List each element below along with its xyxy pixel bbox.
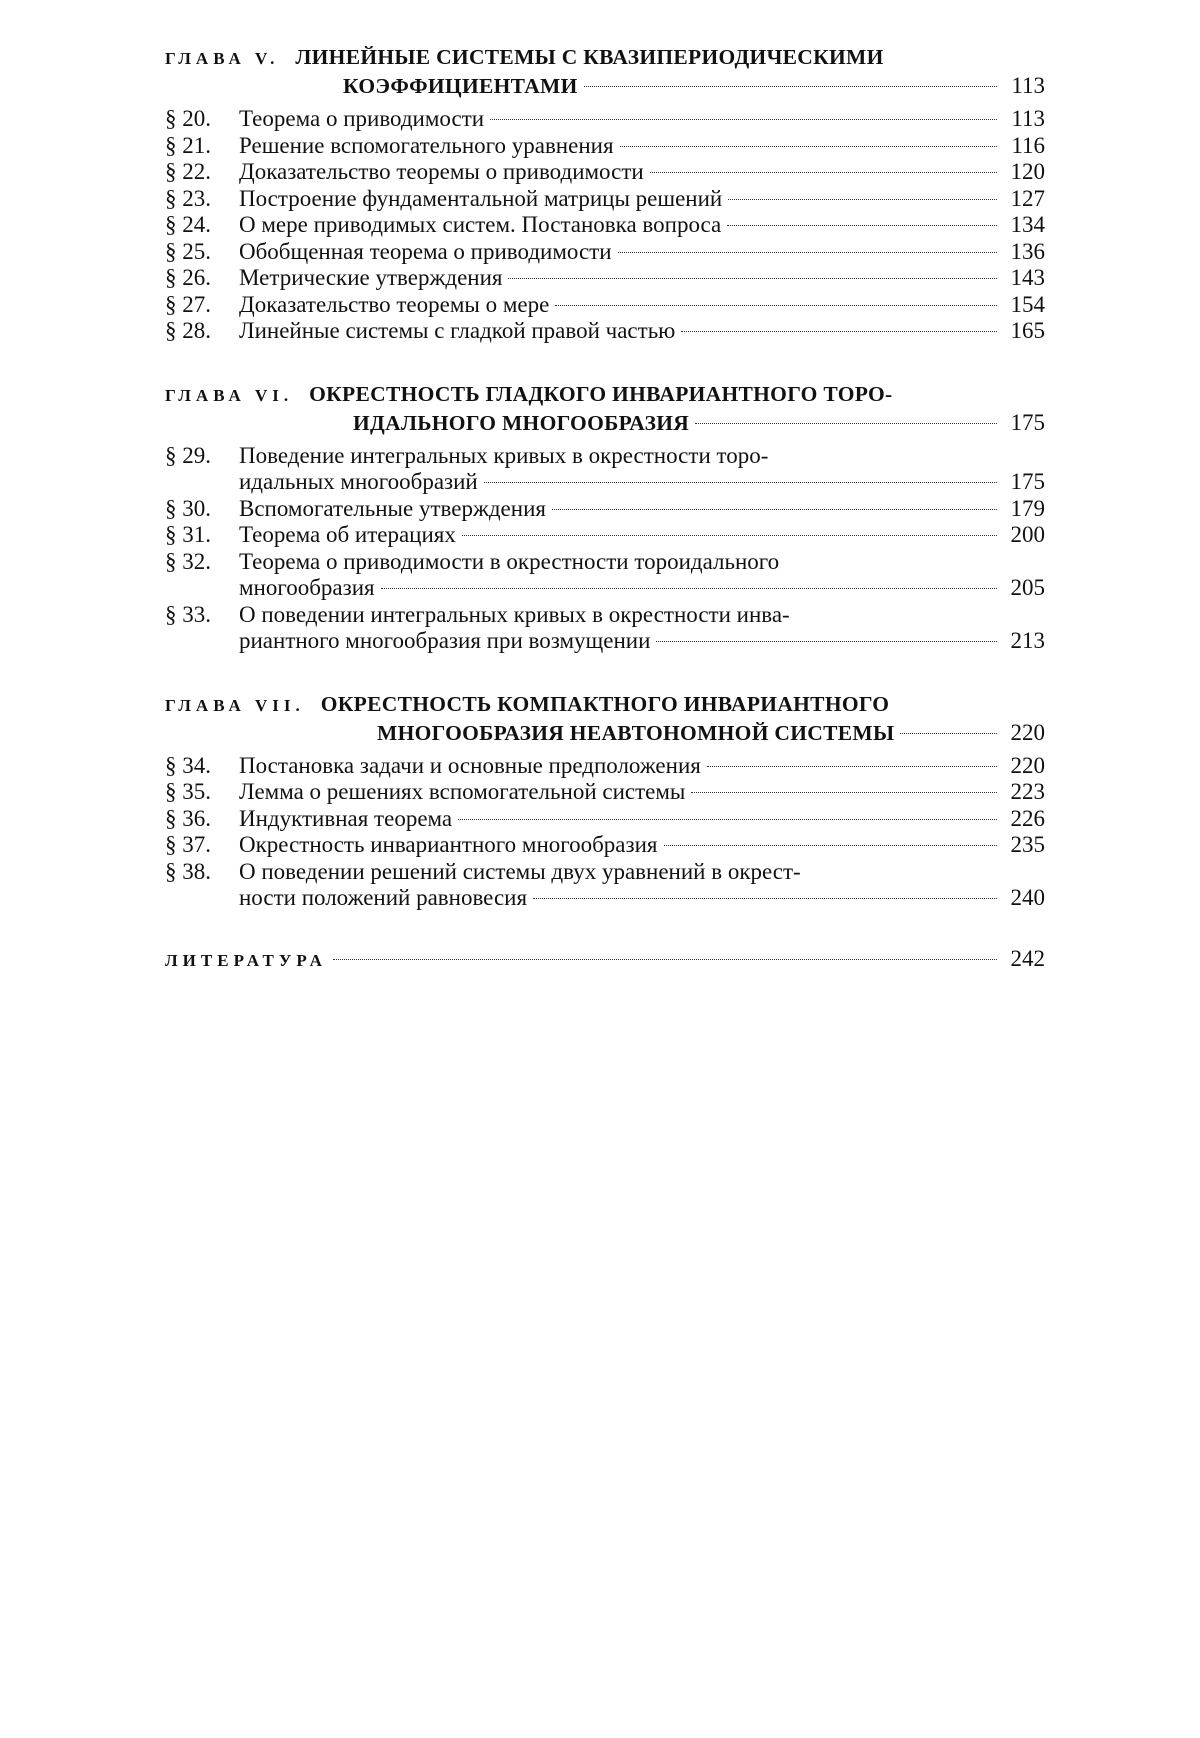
page-number: 226 <box>1010 805 1045 831</box>
toc-entry <box>165 753 1045 780</box>
page-number: 165 <box>1010 318 1045 343</box>
page-number: 235 <box>1010 832 1045 857</box>
dot-leader <box>555 305 997 306</box>
page-number: 205 <box>1010 575 1045 600</box>
dot-leader <box>707 766 997 767</box>
section-number: § 23. <box>165 185 211 211</box>
dot-leader <box>681 331 997 332</box>
section-number: § 33. <box>165 601 211 627</box>
dot-leader <box>618 252 997 253</box>
dot-leader <box>533 898 997 899</box>
section-title: Вспомогательные утверждения <box>239 495 546 521</box>
section-number: § 29. <box>165 442 211 468</box>
toc-entry <box>165 292 1045 319</box>
section-title: Теорема о приводимости <box>239 106 485 131</box>
dot-leader <box>381 588 997 589</box>
page-number: 213 <box>1010 628 1045 653</box>
section-title-line2: риантного многообразия при возмущении <box>239 628 651 653</box>
chapter-title-line2: КОЭФФИЦИЕНТАМИ <box>343 74 578 98</box>
section-number: § 32. <box>165 548 211 574</box>
section-title: Постановка задачи и основные предположения <box>239 752 701 778</box>
page-number: 136 <box>1010 238 1045 264</box>
toc-entry <box>165 159 1045 186</box>
dot-leader <box>728 199 997 200</box>
section-title: Индуктивная теорема <box>239 805 453 831</box>
table-of-contents <box>165 44 1045 972</box>
section-number: § 21. <box>165 132 211 158</box>
section-title: Решение вспомогательного уравнения <box>239 132 614 158</box>
chapter-title-line2: ИДАЛЬНОГО МНОГООБРАЗИЯ <box>353 410 690 435</box>
page-number: 154 <box>1010 291 1045 317</box>
page-number: 116 <box>1011 132 1045 158</box>
page-number: 175 <box>1010 469 1045 494</box>
toc-entry <box>165 186 1045 213</box>
dot-leader <box>584 86 997 87</box>
section-title: Лемма о решениях вспомогательной системы <box>239 779 686 804</box>
page-number: 223 <box>1010 779 1045 804</box>
page-number: 240 <box>1010 885 1045 910</box>
dot-leader <box>490 119 997 120</box>
section-title: Доказательство теоремы о мере <box>239 291 550 317</box>
chapter-heading <box>165 691 1045 747</box>
chapter-7 <box>165 691 1045 912</box>
dot-leader <box>691 792 997 793</box>
toc-entry <box>165 779 1045 806</box>
section-number: § 37. <box>165 832 211 857</box>
dot-leader <box>462 535 997 536</box>
chapter-5 <box>165 44 1045 345</box>
section-number: § 27. <box>165 291 211 317</box>
section-title: Окрестность инвариантного многообразия <box>239 832 658 857</box>
page-number: 242 <box>1010 945 1045 971</box>
page-number: 127 <box>1010 185 1045 211</box>
chapter-title-line1: ЛИНЕЙНЫЕ СИСТЕМЫ С КВАЗИПЕРИОДИЧЕСКИМИ <box>295 45 884 69</box>
chapter-6 <box>165 381 1045 655</box>
section-title: Построение фундаментальной матрицы решений <box>239 185 723 211</box>
page-number: 200 <box>1010 522 1045 547</box>
section-title-line1: О поведении интегральных кривых в окрестности инва- <box>239 601 790 627</box>
literature-label: ЛИТЕРАТУРА <box>165 950 327 970</box>
page-number: 175 <box>1010 409 1045 435</box>
toc-entry <box>165 443 1045 496</box>
section-number: § 30. <box>165 495 211 521</box>
chapter-title-line2: МНОГООБРАЗИЯ НЕАВТОНОМНОЙ СИСТЕМЫ <box>377 720 895 745</box>
chapter-title-line1: ОКРЕСТНОСТЬ ГЛАДКОГО ИНВАРИАНТНОГО ТОРО- <box>309 381 893 406</box>
page-number: 220 <box>1010 752 1045 778</box>
toc-entry <box>165 133 1045 160</box>
chapter-heading <box>165 381 1045 437</box>
section-number: § 25. <box>165 238 211 264</box>
section-number: § 35. <box>165 779 211 804</box>
dot-leader <box>620 146 997 147</box>
section-number: § 26. <box>165 265 211 290</box>
toc-entry <box>165 265 1045 292</box>
literature-entry <box>165 946 1045 972</box>
section-title-line2: ности положений равновесия <box>239 885 528 910</box>
chapter-label: ГЛАВА VII. <box>165 695 305 715</box>
dot-leader <box>552 509 997 510</box>
dot-leader <box>650 172 997 173</box>
dot-leader <box>664 845 998 846</box>
section-number: § 31. <box>165 522 211 547</box>
toc-entry <box>165 806 1045 833</box>
section-number: § 38. <box>165 858 211 884</box>
chapter-title-line1: ОКРЕСТНОСТЬ КОМПАКТНОГО ИНВАРИАНТНОГО <box>320 691 890 716</box>
section-title-line2: многообразия <box>239 575 375 600</box>
page-number: 120 <box>1010 159 1045 184</box>
section-title: Метрические утверждения <box>239 265 503 290</box>
section-number: § 20. <box>165 106 211 131</box>
dot-leader <box>656 641 997 642</box>
section-title: О мере приводимых систем. Постановка вопроса <box>239 212 722 237</box>
toc-entry <box>165 212 1045 239</box>
toc-entry <box>165 859 1045 912</box>
toc-entry <box>165 318 1045 345</box>
toc-entry <box>165 106 1045 133</box>
toc-entry <box>165 239 1045 266</box>
page-number: 113 <box>1011 73 1045 98</box>
section-title: Линейные системы с гладкой правой частью <box>239 318 676 343</box>
dot-leader <box>900 733 997 734</box>
section-title-line2: идальных многообразий <box>239 469 478 494</box>
toc-entry <box>165 549 1045 602</box>
section-title: Доказательство теоремы о приводимости <box>239 159 644 184</box>
page-number: 134 <box>1010 212 1045 237</box>
section-number: § 22. <box>165 159 211 184</box>
dot-leader <box>695 423 997 424</box>
chapter-label: ГЛАВА VI. <box>165 385 294 405</box>
section-title: Теорема об итерациях <box>239 522 456 547</box>
chapter-label: ГЛАВА V. <box>165 49 280 68</box>
section-number: § 28. <box>165 318 211 343</box>
section-number: § 24. <box>165 212 211 237</box>
toc-entry <box>165 522 1045 549</box>
dot-leader <box>727 225 997 226</box>
dot-leader <box>484 482 997 483</box>
page-number: 179 <box>1010 495 1045 521</box>
dot-leader <box>458 819 997 820</box>
chapter-heading <box>165 44 1045 100</box>
dot-leader <box>508 278 997 279</box>
section-title: Обобщенная теорема о приводимости <box>239 238 612 264</box>
page-number: 113 <box>1011 106 1045 131</box>
toc-entry <box>165 832 1045 859</box>
dot-leader <box>333 959 997 960</box>
section-number: § 36. <box>165 805 211 831</box>
section-title-line1: Теорема о приводимости в окрестности тороидального <box>239 548 780 574</box>
page-number: 143 <box>1010 265 1045 290</box>
page-number: 220 <box>1010 719 1045 745</box>
section-title-line1: О поведении решений системы двух уравнений в окрест- <box>239 858 801 884</box>
toc-entry <box>165 496 1045 523</box>
section-number: § 34. <box>165 752 211 778</box>
section-title-line1: Поведение интегральных кривых в окрестности торо- <box>239 442 769 468</box>
toc-entry <box>165 602 1045 655</box>
